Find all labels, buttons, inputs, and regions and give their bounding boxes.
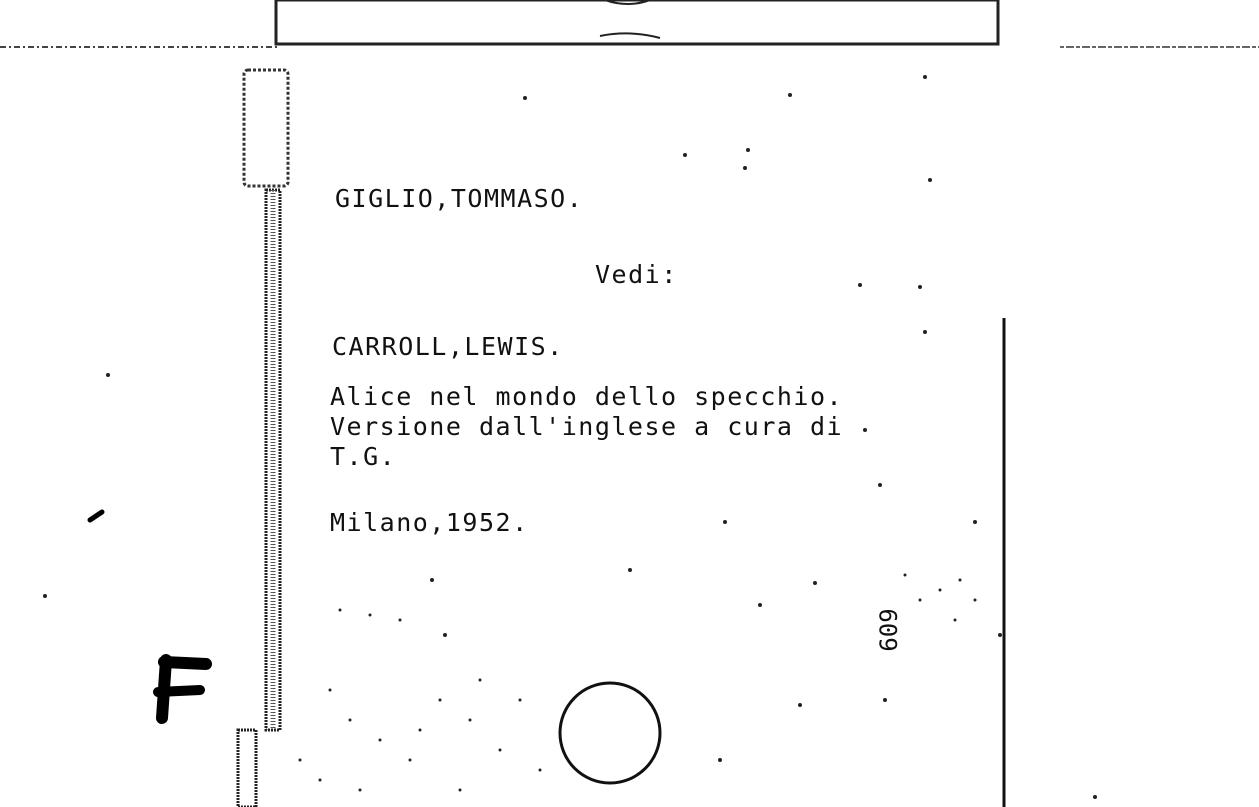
imprint: Milano,1952. bbox=[330, 508, 529, 537]
see-reference: Vedi: bbox=[595, 260, 678, 289]
previous-card-edge bbox=[0, 0, 1259, 47]
stamp-number: 609 bbox=[873, 608, 902, 652]
card-rod-edge bbox=[238, 70, 288, 807]
punch-hole bbox=[560, 683, 660, 783]
pen-stroke-mark bbox=[90, 512, 102, 520]
title-block bbox=[330, 382, 843, 472]
author-name: CARROLL,LEWIS. bbox=[332, 332, 564, 361]
title-line: T.G. bbox=[330, 442, 397, 471]
title-line: Alice nel mondo dello specchio. bbox=[330, 382, 844, 411]
heading-name: GIGLIO,TOMMASO. bbox=[335, 184, 584, 213]
handwritten-mark bbox=[158, 660, 206, 718]
title-line: Versione dall'inglese a cura di bbox=[330, 412, 844, 441]
